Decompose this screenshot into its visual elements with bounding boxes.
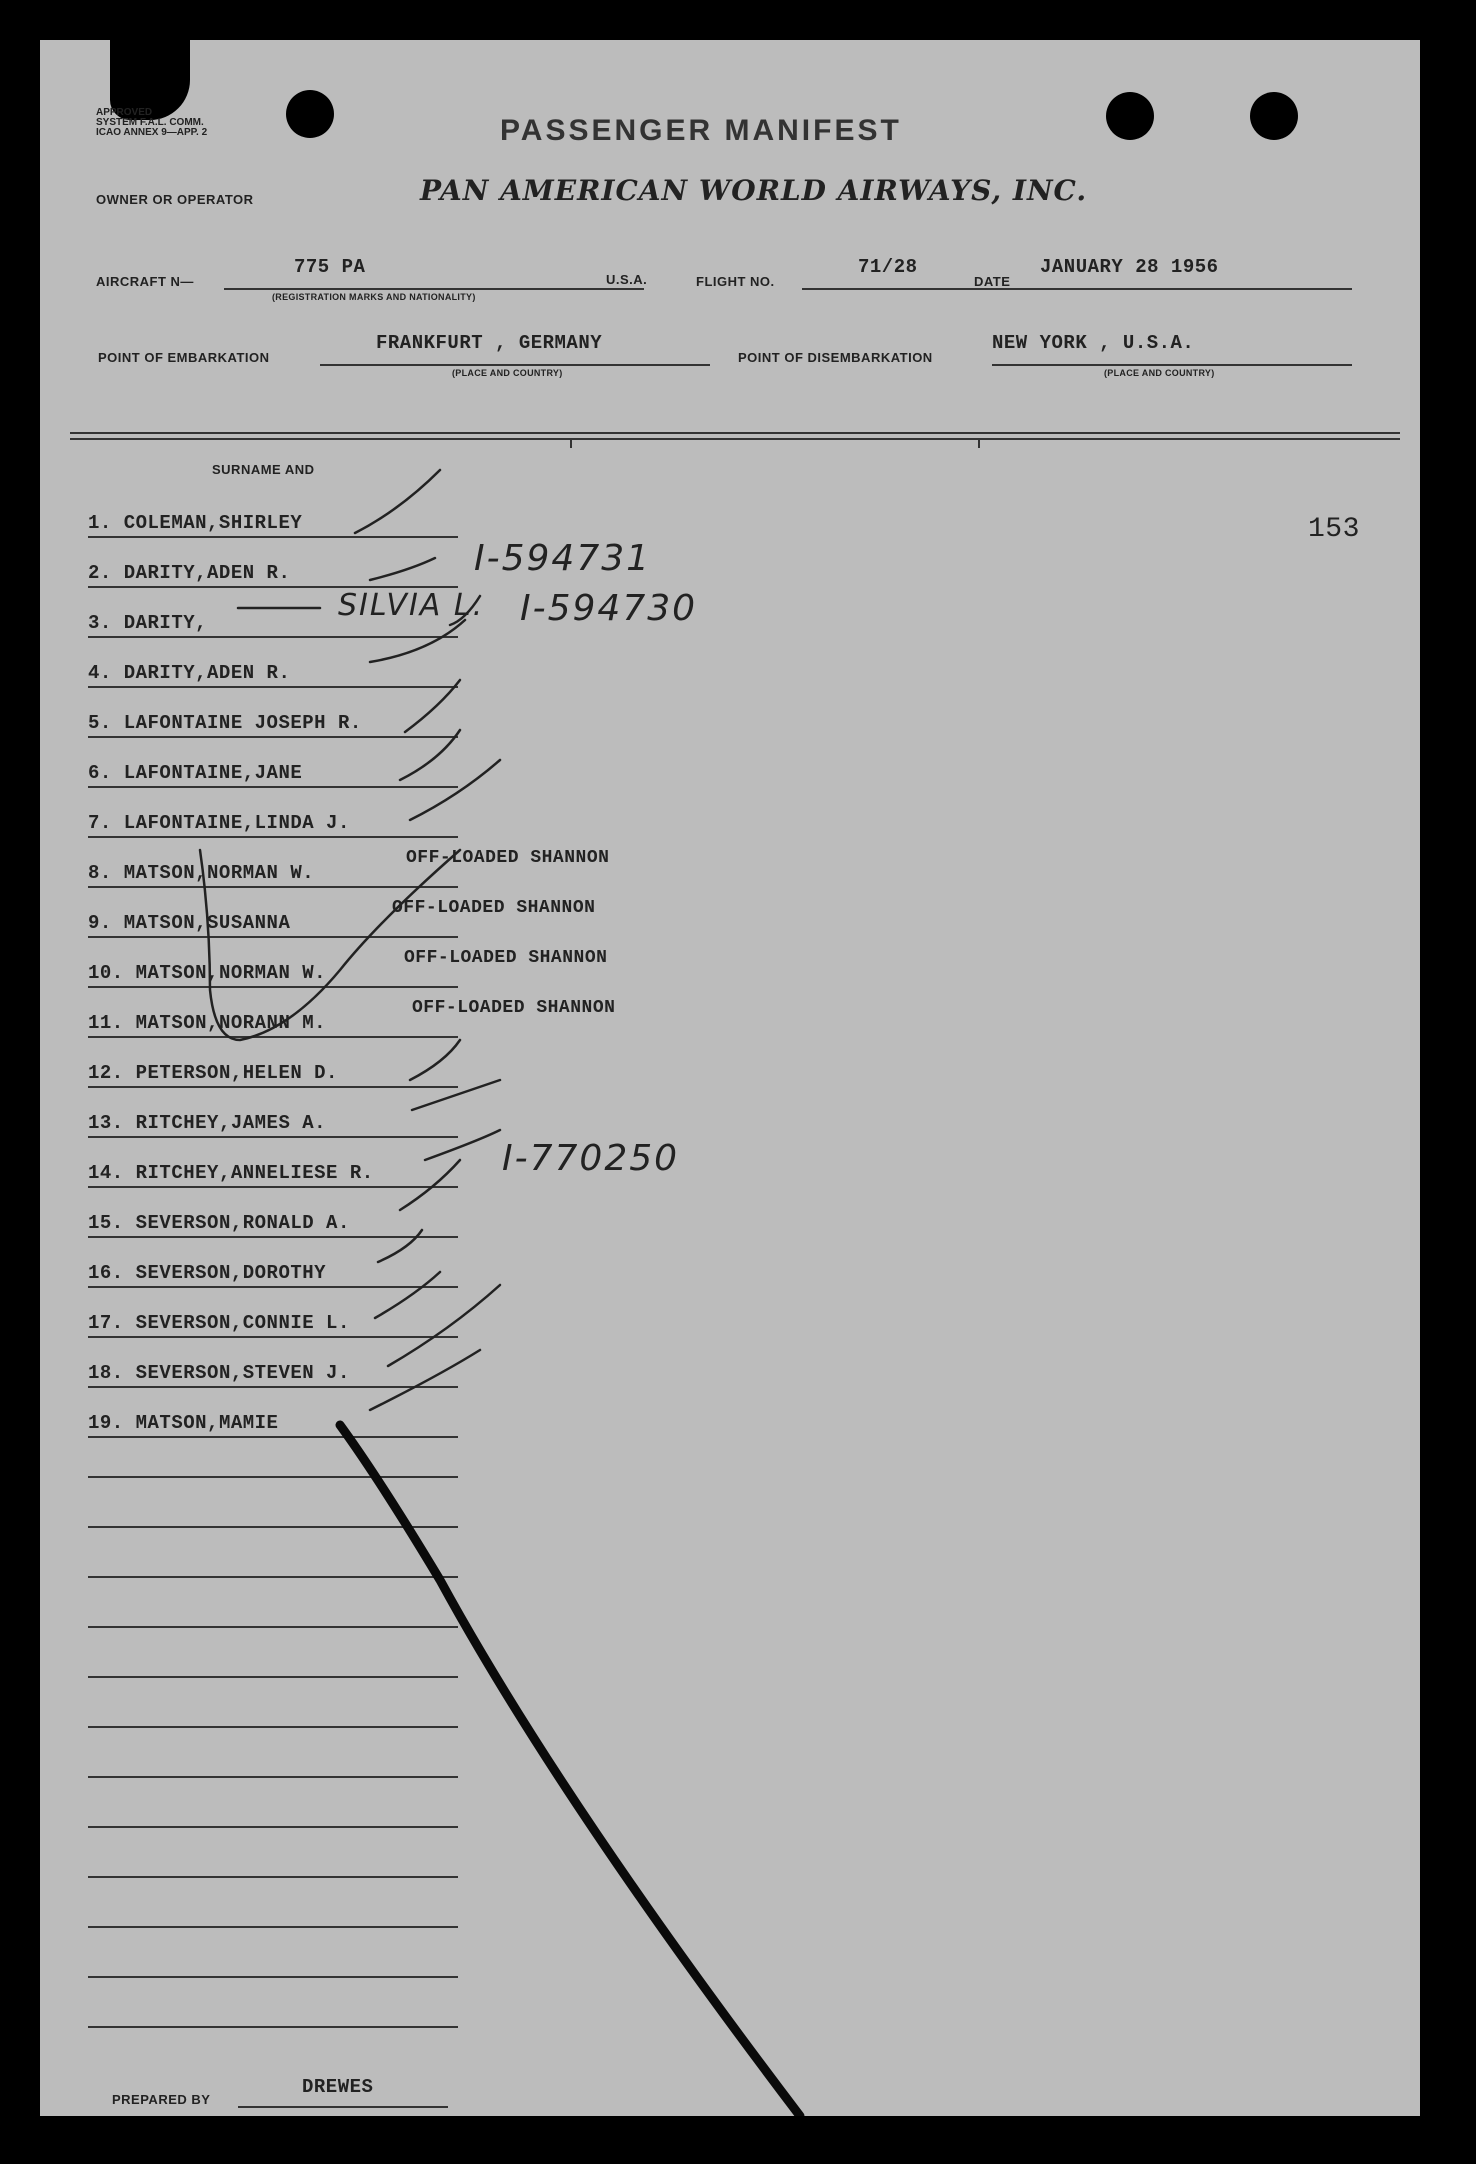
approval-line-3: ICAO ANNEX 9—APP. 2 — [96, 127, 208, 138]
passenger-number: 19. — [88, 1412, 124, 1434]
passenger-number: 10. — [88, 962, 124, 984]
disembarkation-value: NEW YORK , U.S.A. — [992, 332, 1195, 354]
passenger-name: MATSON,NORMAN W. — [123, 862, 315, 884]
passenger-name: LAFONTAINE,JANE — [123, 762, 303, 784]
carrier-name: PAN AMERICAN WORLD AIRWAYS, INC. — [420, 174, 1088, 207]
embarkation-label: POINT OF EMBARKATION — [98, 350, 270, 365]
offload-note: OFF-LOADED SHANNON — [406, 848, 610, 868]
passenger-number: 13. — [88, 1112, 124, 1134]
check-mark — [400, 1160, 460, 1210]
column-header: SURNAME AND — [212, 462, 315, 477]
passenger-name: RITCHEY,ANNELIESE R. — [135, 1162, 374, 1184]
passenger-number: 9. — [88, 912, 112, 934]
check-mark — [370, 558, 435, 580]
embarkation-caption: (PLACE AND COUNTRY) — [452, 368, 563, 378]
passenger-number: 5. — [88, 712, 112, 734]
passenger-name: MATSON,NORMAN W. — [135, 962, 327, 984]
passenger-name: SEVERSON,DOROTHY — [135, 1262, 327, 1284]
check-mark — [425, 1130, 500, 1160]
check-mark — [410, 760, 500, 820]
offload-note: OFF-LOADED SHANNON — [404, 948, 608, 968]
passenger-name: LAFONTAINE JOSEPH R. — [123, 712, 362, 734]
passenger-number: 7. — [88, 812, 112, 834]
prepared-by-label: PREPARED BY — [112, 2092, 211, 2107]
check-mark — [388, 1285, 500, 1366]
passenger-number: 18. — [88, 1362, 124, 1384]
handwritten-first-name: SILVIA L. — [338, 588, 485, 623]
prepared-by-value: DREWES — [302, 2076, 374, 2098]
passenger-number: 16. — [88, 1262, 124, 1284]
passenger-name: SEVERSON,CONNIE L. — [135, 1312, 350, 1334]
disembarkation-caption: (PLACE AND COUNTRY) — [1104, 368, 1215, 378]
flight-value: 71/28 — [858, 256, 918, 278]
passenger-name: COLEMAN,SHIRLEY — [123, 512, 303, 534]
passenger-name: SEVERSON,STEVEN J. — [135, 1362, 350, 1384]
aircraft-caption: (REGISTRATION MARKS AND NATIONALITY) — [272, 292, 476, 302]
check-mark — [355, 470, 440, 533]
check-mark — [378, 1230, 422, 1262]
handwritten-annotation: I-770250 — [502, 1138, 680, 1179]
aircraft-value: 775 PA — [294, 256, 366, 278]
handwritten-annotation: I-594730 — [520, 588, 698, 629]
passenger-number: 12. — [88, 1062, 124, 1084]
offload-note: OFF-LOADED SHANNON — [392, 898, 596, 918]
date-value: JANUARY 28 1956 — [1040, 256, 1219, 278]
passenger-number: 11. — [88, 1012, 124, 1034]
passenger-name: SEVERSON,RONALD A. — [135, 1212, 350, 1234]
check-mark — [370, 1350, 480, 1410]
strike-bracket — [200, 850, 460, 1040]
check-mark — [412, 1080, 500, 1110]
passenger-name: LAFONTAINE,LINDA J. — [123, 812, 350, 834]
passenger-number: 2. — [88, 562, 112, 584]
passenger-number: 17. — [88, 1312, 124, 1334]
passenger-name: PETERSON,HELEN D. — [135, 1062, 338, 1084]
check-mark — [370, 620, 465, 662]
embarkation-value: FRANKFURT , GERMANY — [376, 332, 603, 354]
passenger-number: 3. — [88, 612, 112, 634]
passenger-name: MATSON,SUSANNA — [123, 912, 291, 934]
passenger-number: 14. — [88, 1162, 124, 1184]
page-number: 153 — [1308, 514, 1360, 545]
passenger-number: 6. — [88, 762, 112, 784]
passenger-number: 15. — [88, 1212, 124, 1234]
disembarkation-label: POINT OF DISEMBARKATION — [738, 350, 933, 365]
approval-line-1: APPROVED — [96, 107, 153, 118]
manifest-page — [40, 40, 1420, 2116]
aircraft-label: AIRCRAFT N— — [96, 274, 194, 289]
offload-note: OFF-LOADED SHANNON — [412, 998, 616, 1018]
passenger-number: 8. — [88, 862, 112, 884]
passenger-name: MATSON,NORANN M. — [135, 1012, 327, 1034]
owner-label: OWNER OR OPERATOR — [96, 192, 254, 207]
flight-label: FLIGHT NO. — [696, 274, 775, 289]
check-mark — [400, 730, 460, 780]
check-mark — [405, 680, 460, 732]
aircraft-country: U.S.A. — [606, 272, 648, 287]
passenger-name: DARITY, — [123, 612, 208, 634]
passenger-name: DARITY,ADEN R. — [123, 562, 291, 584]
passenger-number: 4. — [88, 662, 112, 684]
handwritten-annotation: I-594731 — [474, 538, 652, 579]
approval-line-2: SYSTEM F.A.L. COMM. — [96, 117, 204, 128]
diagonal-void-line — [340, 1425, 800, 2116]
passenger-name: RITCHEY,JAMES A. — [135, 1112, 327, 1134]
form-title: PASSENGER MANIFEST — [500, 114, 902, 147]
date-label: DATE — [974, 274, 1011, 289]
check-mark — [375, 1272, 440, 1318]
passenger-name: MATSON,MAMIE — [135, 1412, 279, 1434]
check-mark — [410, 1040, 460, 1080]
passenger-number: 1. — [88, 512, 112, 534]
passenger-name: DARITY,ADEN R. — [123, 662, 291, 684]
handwritten-marks — [40, 40, 1420, 2116]
